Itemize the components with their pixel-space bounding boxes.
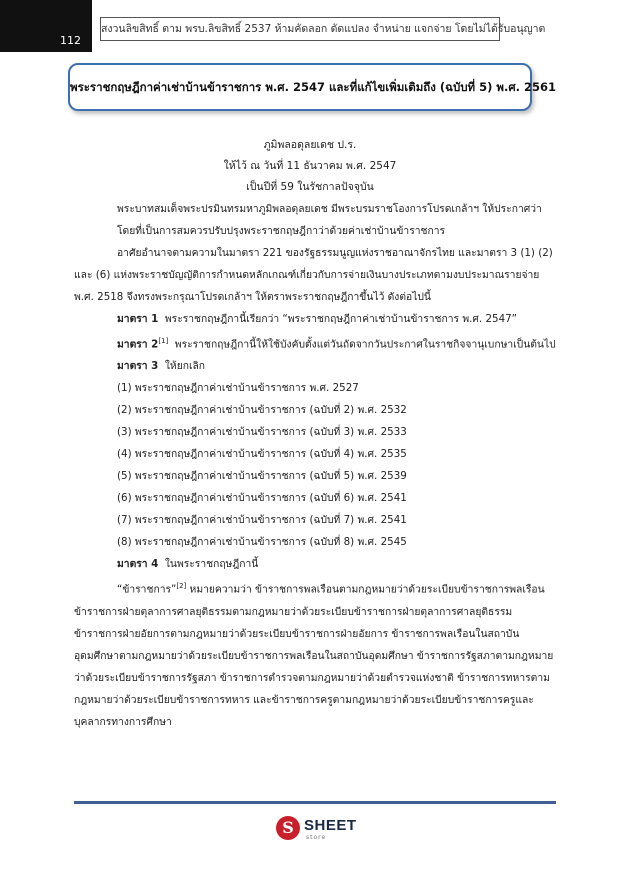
repealed-item: (7) พระราชกฤษฎีกาค่าเช่าบ้านข้าราชการ (ฉบับที่ 7) พ.ศ. 2541 — [117, 514, 407, 527]
repealed-item: (8) พระราชกฤษฎีกาค่าเช่าบ้านข้าราชการ (ฉบับที่ 8) พ.ศ. 2545 — [117, 536, 407, 549]
repealed-item: (3) พระราชกฤษฎีกาค่าเช่าบ้านข้าราชการ (ฉบับที่ 3) พ.ศ. 2533 — [117, 426, 407, 439]
footer-divider — [74, 801, 556, 804]
section-3-text: ให้ยกเลิก — [164, 360, 206, 373]
page-number: 112 — [60, 34, 81, 47]
logo-s-icon: S — [276, 816, 300, 840]
section-2 — [74, 330, 556, 355]
section-3-label: มาตรา 3 — [117, 360, 159, 373]
section-2-label: มาตรา 2 — [117, 338, 159, 351]
page-number-tab — [0, 0, 92, 52]
definition-text: หมายความว่า ข้าราชการพลเรือนตามกฎหมายว่าด้วยระเบียบข้าราชการพลเรือน ข้าราชการฝ่ายตุลาการศาลยุติธรรมตามกฎหมายว่าด้วยระเบียบข้าราชการฝ่ายตุลาการศาลยุติธรรม ข้าราชการฝ่ายอัยการตามกฎหมายว่าด้วยระเบียบข้าราชการฝ่ายอัยการ ข้าราชการพลเรือนในสถาบันอุดมศึกษาตามกฎหมายว่าด้วยระเบียบข้าราชการพลเรือนในสถาบันอุดมศึกษา ข้าราชการรัฐสภาตามกฎหมายว่าด้วยระเบียบข้าราชการรัฐสภา ข้าราชการตำรวจตามกฎหมายว่าด้วยตำรวจแห่งชาติ ข้าราชการทหารตามกฎหมายว่าด้วยระเบียบข้าราชการทหาร และข้าราชการครูตามกฎหมายว่าด้วยระเบียบข้าราชการครูและบุคลากรทางการศึกษา — [74, 583, 554, 728]
logo-subtext: store — [306, 834, 327, 841]
section-3 — [74, 355, 556, 377]
repealed-item: (5) พระราชกฤษฎีกาค่าเช่าบ้านข้าราชการ (ฉบับที่ 5) พ.ศ. 2539 — [117, 470, 407, 483]
repealed-item: (4) พระราชกฤษฎีกาค่าเช่าบ้านข้าราชการ (ฉบับที่ 4) พ.ศ. 2535 — [117, 448, 407, 461]
section-1 — [74, 308, 556, 330]
section-1-label: มาตรา 1 — [117, 313, 159, 325]
definition-civil-servant — [74, 575, 556, 732]
document-title: พระราชกฤษฎีกาค่าเช่าบ้านข้าราชการ พ.ศ. 2547 และที่แก้ไขเพิ่มเติมถึง (ฉบับที่ 5) พ.ศ. 2561 — [68, 63, 532, 111]
section-1-text: พระราชกฤษฎีกานี้เรียกว่า “พระราชกฤษฎีกาค่าเช่าบ้านข้าราชการ พ.ศ. 2547” — [164, 313, 518, 325]
repealed-item: (1) พระราชกฤษฎีกาค่าเช่าบ้านข้าราชการ พ.ศ. 2527 — [117, 382, 359, 395]
definition-term: “ข้าราชการ” — [117, 583, 177, 596]
king-signature: ภูมิพลอดุลยเดช ป.ร. — [263, 139, 357, 151]
sheet-store-logo — [276, 816, 366, 844]
footnote-ref-1[interactable]: [1] — [158, 337, 169, 345]
reign-year: เป็นปีที่ 59 ในรัชกาลปัจจุบัน — [246, 181, 374, 193]
repealed-item: (6) พระราชกฤษฎีกาค่าเช่าบ้านข้าราชการ (ฉบับที่ 6) พ.ศ. 2541 — [117, 492, 407, 505]
copyright-notice: สงวนลิขสิทธิ์ ตาม พรบ.ลิขสิทธิ์ 2537 ห้ามคัดลอก ดัดแปลง จำหน่าย แจกจ่าย โดยไม่ได้รับอนุญาต — [100, 17, 500, 41]
logo-text: SHEET — [304, 817, 357, 834]
repealed-item: (2) พระราชกฤษฎีกาค่าเช่าบ้านข้าราชการ (ฉบับที่ 2) พ.ศ. 2532 — [117, 404, 407, 417]
document-body — [74, 198, 556, 733]
paragraph-reason: โดยที่เป็นการสมควรปรับปรุงพระราชกฤษฎีกาว่าด้วยค่าเช่าบ้านข้าราชการ — [117, 225, 446, 237]
section-2-text: พระราชกฤษฎีกานี้ให้ใช้บังคับตั้งแต่วันถัดจากวันประกาศในราชกิจจานุเบกษาเป็นต้นไป — [174, 338, 556, 351]
section-4-label: มาตรา 4 — [117, 558, 159, 571]
section-4-text: ในพระราชกฤษฎีกานี้ — [164, 558, 259, 571]
section-4 — [74, 553, 556, 575]
paragraph-royal-command: พระบาทสมเด็จพระปรมินทรมหาภูมิพลอดุลยเดช มีพระบรมราชโองการโปรดเกล้าฯ ให้ประกาศว่า — [117, 203, 542, 215]
paragraph-authority: อาศัยอำนาจตามความในมาตรา 221 ของรัฐธรรมนูญแห่งราชอาณาจักรไทย และมาตรา 3 (1) (2) และ (6) แห่งพระราชบัญญัติการกำหนดหลักเกณฑ์เกี่ยวกับการจ่ายเงินบางประเภทตามงบประมาณรายจ่าย พ.ศ. 2518 จึงทรงพระกรุณาโปรดเกล้าฯ ให้ตราพระราชกฤษฎีกาขึ้นไว้ ดังต่อไปนี้ — [74, 247, 553, 303]
given-date: ให้ไว้ ณ วันที่ 11 ธันวาคม พ.ศ. 2547 — [223, 160, 397, 172]
footnote-ref-2[interactable]: [2] — [176, 582, 187, 591]
